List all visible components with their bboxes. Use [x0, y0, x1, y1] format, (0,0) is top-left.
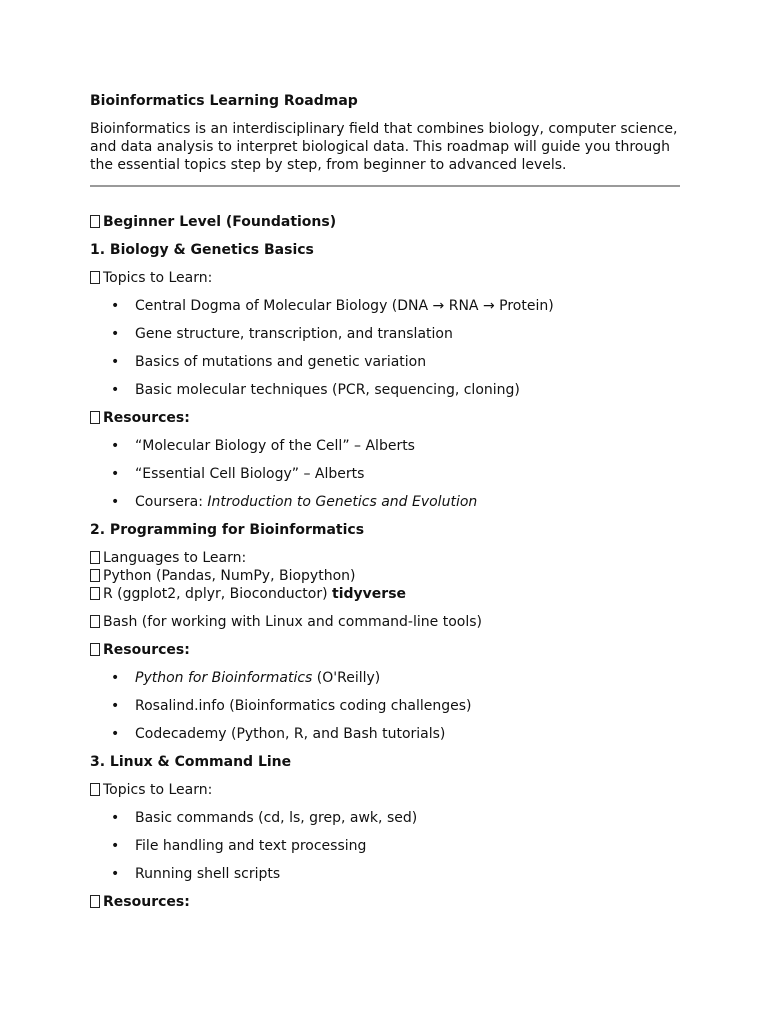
beginner-level-heading: [90, 213, 680, 231]
missing-glyph-icon: [90, 271, 100, 284]
python-text: Python (Pandas, NumPy, Biopython): [103, 568, 356, 584]
section-heading-programming: 2. Programming for Bioinformatics: [90, 522, 365, 538]
coursera-course-title: Introduction to Genetics and Evolution: [207, 494, 478, 510]
topics-label: Topics to Learn:: [103, 270, 213, 286]
missing-glyph-icon: [90, 411, 100, 424]
bash-text: Bash (for working with Linux and command-line tools): [103, 614, 482, 630]
list-item: • Gene structure, transcription, and translation: [90, 325, 680, 343]
languages-block: [90, 549, 680, 603]
missing-glyph-icon: [90, 551, 100, 564]
list-item: • “Essential Cell Biology” – Alberts: [90, 465, 680, 483]
document-title: Bioinformatics Learning Roadmap: [90, 93, 358, 109]
list-item: • Codecademy (Python, R, and Bash tutorials): [90, 725, 680, 743]
list-item: • Basic molecular techniques (PCR, sequencing, cloning): [90, 381, 680, 399]
beginner-level-label: Beginner Level (Foundations): [103, 214, 337, 230]
horizontal-rule: [90, 185, 680, 187]
list-item: • Basic commands (cd, ls, grep, awk, sed): [90, 809, 680, 827]
missing-glyph-icon: [90, 643, 100, 656]
missing-glyph-icon: [90, 895, 100, 908]
resources-label-line: [90, 641, 680, 659]
book-suffix: (O'Reilly): [312, 670, 381, 686]
programming-resources-list: [90, 669, 680, 743]
resources-label: Resources:: [103, 642, 190, 658]
list-item: • Central Dogma of Molecular Biology (DNA → RNA → Protein): [90, 297, 680, 315]
languages-label: Languages to Learn:: [103, 550, 247, 566]
list-item: • Basics of mutations and genetic variation: [90, 353, 680, 371]
topics-label-line: [90, 781, 680, 799]
intro-paragraph: Bioinformatics is an interdisciplinary field that combines biology, computer science, and data analysis to interpret biological data. This roadmap will guide you through the essential topics step by step, from beginner to advanced levels.: [90, 121, 678, 173]
list-item: • File handling and text processing: [90, 837, 680, 855]
section-heading-linux: 3. Linux & Command Line: [90, 754, 292, 770]
missing-glyph-icon: [90, 215, 100, 228]
missing-glyph-icon: [90, 615, 100, 628]
resources-label: Resources:: [103, 410, 190, 426]
bash-line: [90, 613, 680, 631]
missing-glyph-icon: [90, 569, 100, 582]
list-item: • Running shell scripts: [90, 865, 680, 883]
python-line: [90, 567, 680, 585]
coursera-prefix: Coursera:: [135, 494, 208, 510]
r-line: [90, 585, 680, 603]
section-heading-biology: 1. Biology & Genetics Basics: [90, 242, 314, 258]
book-title: Python for Bioinformatics: [135, 670, 313, 686]
list-item: • Rosalind.info (Bioinformatics coding challenges): [90, 697, 680, 715]
list-item: • “Molecular Biology of the Cell” – Alberts: [90, 437, 680, 455]
list-item: [90, 493, 680, 511]
list-item: [90, 669, 680, 687]
resources-label-line: [90, 409, 680, 427]
topics-label-line: [90, 269, 680, 287]
r-bold-text: tidyverse: [332, 586, 407, 602]
resources-label: Resources:: [103, 894, 190, 910]
missing-glyph-icon: [90, 587, 100, 600]
missing-glyph-icon: [90, 783, 100, 796]
r-text: R (ggplot2, dplyr, Bioconductor): [103, 586, 333, 602]
document-content: [90, 92, 680, 911]
linux-topics-list: [90, 809, 680, 883]
resources-label-line: [90, 893, 680, 911]
biology-resources-list: [90, 437, 680, 511]
topics-label: Topics to Learn:: [103, 782, 213, 798]
languages-label-line: [90, 549, 680, 567]
biology-topics-list: [90, 297, 680, 399]
